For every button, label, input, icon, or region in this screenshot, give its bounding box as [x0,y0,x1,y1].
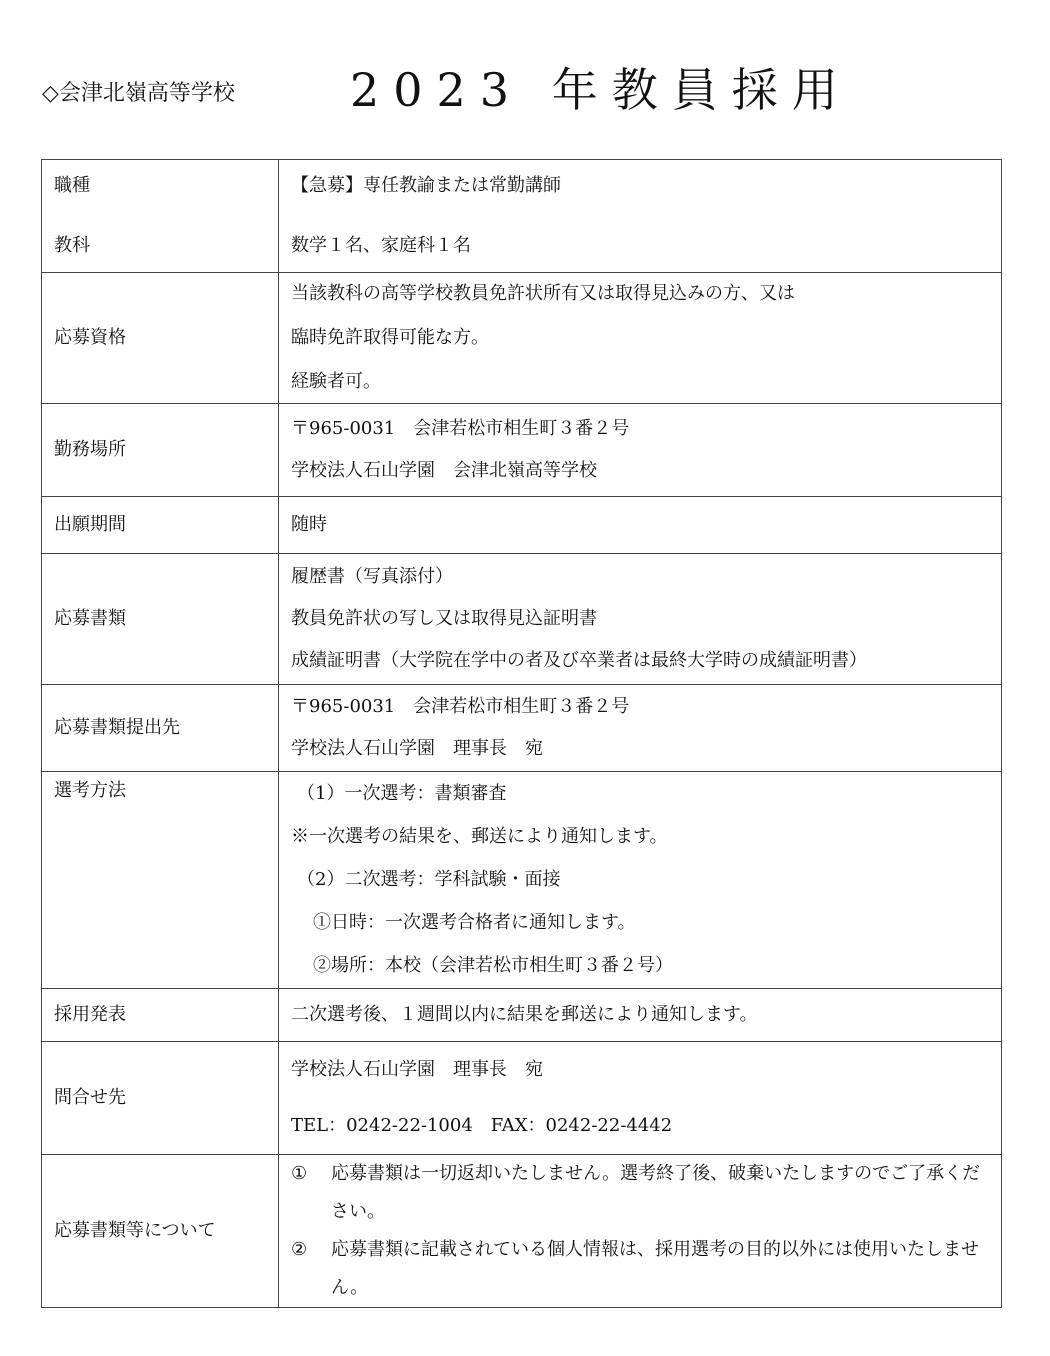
value-application-period: 随時 [291,514,327,535]
row-submission-address [42,685,1002,772]
label-cell [42,1155,279,1308]
row-workplace [42,404,1002,497]
selection-detail: ②場所：本校（会津若松市相生町３番２号） [313,955,673,976]
label-cell [42,989,279,1042]
row-contact [42,1042,1002,1155]
qualification-line: 当該教科の高等学校教員免許状所有又は取得見込みの方、又は [291,283,795,304]
note-item [291,1155,993,1231]
label-contact: 問合せ先 [54,1087,126,1108]
value-cell [279,989,1002,1042]
workplace-address: 〒965-0031 会津若松市相生町３番２号 [291,418,630,439]
selection-detail: ①日時：一次選考合格者に通知します。 [313,912,636,933]
label-qualification: 応募資格 [54,327,126,348]
value-cell [279,404,1002,497]
label-document-notes: 応募書類等について [54,1220,216,1241]
row-application-period [42,497,1002,554]
row-documents [42,554,1002,685]
label-application-period: 出願期間 [54,514,126,535]
label-cell [42,772,279,989]
contact-phone-fax: TEL：0242-22-1004 FAX：0242-22-4442 [291,1115,673,1136]
label-cell [42,1042,279,1155]
recruitment-table [41,159,1002,1308]
value-announcement: 二次選考後、１週間以内に結果を郵送により通知します。 [291,1004,758,1025]
value-position: 【急募】専任教諭または常勤講師 [291,175,561,196]
label-subject: 教科 [54,235,90,256]
label-cell [42,685,279,772]
note-text: 応募書類に記載されている個人情報は、採用選考の目的以外には使用いたしません。 [331,1239,979,1298]
value-cell [279,160,1002,273]
note-text: 応募書類は一切返却いたしません。選考終了後、破棄いたしますのでご了承ください。 [331,1163,981,1222]
label-submission-address: 応募書類提出先 [54,717,180,738]
value-cell [279,554,1002,685]
qualification-line: 経験者可。 [291,371,381,392]
selection-step: （2）二次選考：学科試験・面接 [297,869,561,890]
row-announcement [42,989,1002,1042]
selection-step: （1）一次選考：書類審査 [297,783,507,804]
value-cell [279,772,1002,989]
row-selection-method [42,772,1002,989]
page-title: 2023 年教員採用 [350,63,852,117]
label-workplace: 勤務場所 [54,439,126,460]
note-item [291,1231,993,1307]
label-cell [42,497,279,554]
label-selection-method: 選考方法 [54,780,126,801]
value-subject: 数学１名、家庭科１名 [291,235,471,256]
value-cell [279,1042,1002,1155]
label-cell [42,554,279,685]
row-document-notes [42,1155,1002,1308]
selection-note: ※一次選考の結果を、郵送により通知します。 [291,826,668,847]
submission-address-line: 〒965-0031 会津若松市相生町３番２号 [291,696,630,717]
label-announcement: 採用発表 [54,1004,126,1025]
submission-address-line: 学校法人石山学園 理事長 宛 [291,738,543,759]
school-name: ◇会津北嶺高等学校 [42,81,235,106]
row-position [42,160,1002,273]
document-item: 履歴書（写真添付） [291,566,453,587]
page-header [42,50,1022,120]
qualification-line: 臨時免許取得可能な方。 [291,327,489,348]
document-item: 教員免許状の写し又は取得見込証明書 [291,608,597,629]
value-cell [279,1155,1002,1308]
document-item: 成績証明書（大学院在学中の者及び卒業者は最終大学時の成績証明書） [291,650,867,671]
value-cell [279,685,1002,772]
label-cell [42,160,279,273]
label-position: 職種 [54,175,90,196]
value-cell [279,273,1002,404]
label-documents: 応募書類 [54,608,126,629]
contact-name: 学校法人石山学園 理事長 宛 [291,1059,543,1080]
note-number: ② [291,1239,308,1260]
note-number: ① [291,1163,308,1184]
row-qualification [42,273,1002,404]
label-cell [42,273,279,404]
label-cell [42,404,279,497]
value-cell [279,497,1002,554]
workplace-school: 学校法人石山学園 会津北嶺高等学校 [291,460,597,481]
